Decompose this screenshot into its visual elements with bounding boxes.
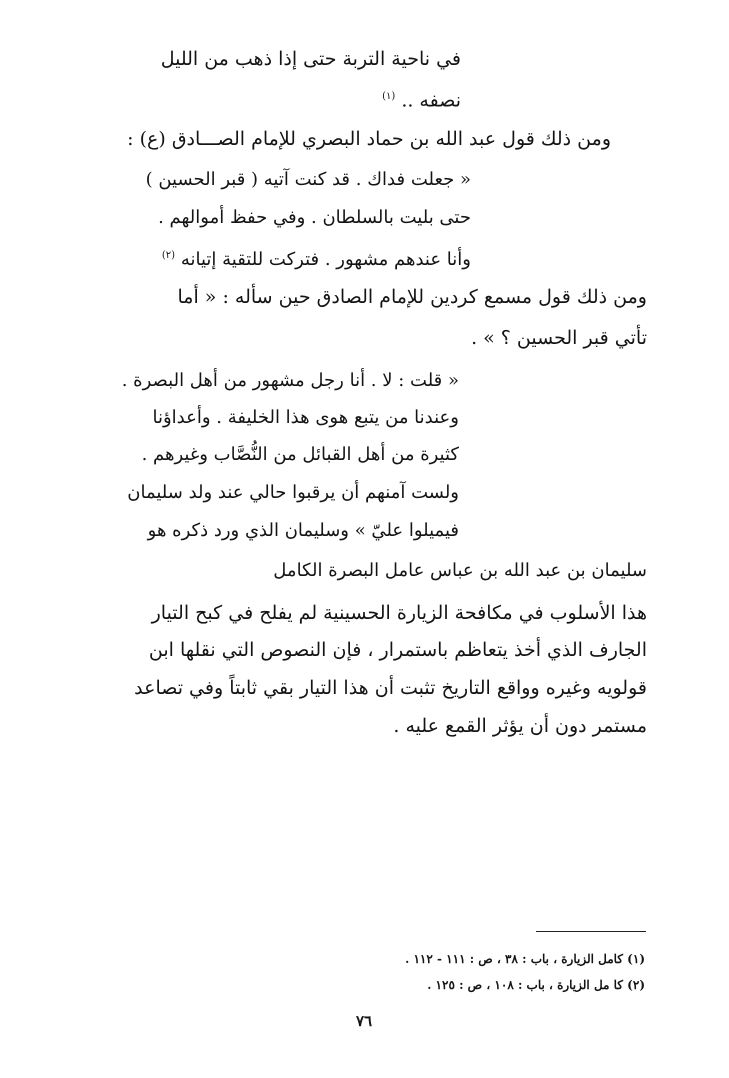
poem-line: وعندنا من يتبع هوى هذا الخليفة . وأعداؤنا xyxy=(152,407,459,428)
paragraph-line: الجارف الذي أخذ يتعاظم باستمرار ، فإن النصوص التي نقلها ابن xyxy=(148,639,647,661)
paragraph-line: هذا الأسلوب في مكافحة الزيارة الحسينية لم يفلح في كبح التيار xyxy=(151,602,647,624)
paragraph-line: تأتي قبر الحسين ؟ » . xyxy=(471,327,647,349)
poem-line: حتى بليت بالسلطان . وفي حفظ أموالهم . xyxy=(158,207,471,228)
footnote-ref: (١) xyxy=(382,91,396,102)
footnote-separator xyxy=(536,931,646,932)
poem-line: ولست آمنهم أن يرقبوا حالي عند ولد سليمان xyxy=(127,482,459,503)
footnote: (٢) كا مل الزيارة ، باب : ١٠٨ ، ص : ١٢٥ . xyxy=(427,978,645,992)
footnote-ref: (٢) xyxy=(161,250,176,261)
poem-line: « قلت : لا . أنا رجل مشهور من أهل البصرة . xyxy=(121,370,459,391)
poem-line xyxy=(162,241,471,275)
verse-line xyxy=(382,82,461,115)
page-number: ٧٦ xyxy=(355,1012,373,1030)
paragraph-line: ومن ذلك قول مسمع كردين للإمام الصادق حين سأله : « أما xyxy=(177,286,647,308)
paragraph-line: مستمر دون أن يؤثر القمع عليه . xyxy=(393,715,647,737)
poem-line: « جعلت فداك . قد كنت آتيه ( قبر الحسين ) xyxy=(145,169,471,190)
paragraph-line: قولويه وغيره وواقع التاريخ تثبت أن هذا التيار بقي ثابتاً وفي تصاعد xyxy=(134,677,647,699)
paragraph-line: ومن ذلك قول عبد الله بن حماد البصري للإمام الصـــادق (ع) : xyxy=(127,128,611,150)
poem-line: سليمان بن عبد الله بن عباس عامل البصرة الكامل xyxy=(273,560,647,581)
poem-line: كثيرة من أهل القبائل من النُّصَّاب وغيرهم . xyxy=(141,444,459,465)
footnote: (١) كامل الزيارة ، باب : ٣٨ ، ص : ١١١ - ١١٢ . xyxy=(405,952,645,966)
poem-text: وأنا عندهم مشهور . فتركت للتقية إتيانه xyxy=(180,249,471,270)
poem-line: فيميلوا عليّ » وسليمان الذي ورد ذكره هو xyxy=(147,520,459,541)
verse-text: نصفه .. xyxy=(401,89,461,112)
verse-line: في ناحية التربة حتى إذا ذهب من الليل xyxy=(160,48,461,70)
